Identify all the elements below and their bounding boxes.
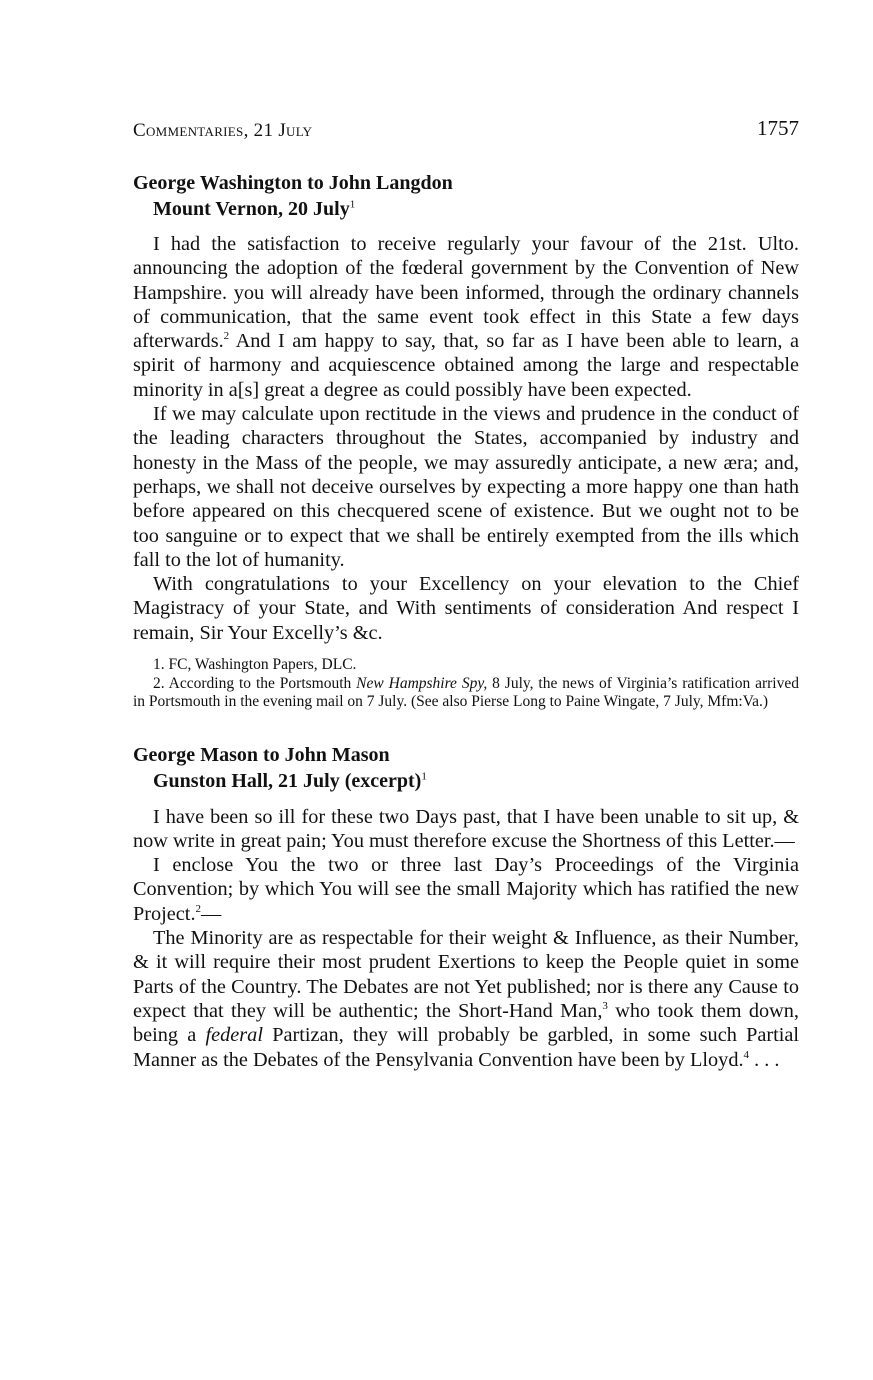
document-page [133,116,799,1072]
heading-title: George Washington to John Langdon [133,172,453,194]
paragraph-text: I had the satisfaction to receive regularly your favour of the 21st. Ulto. announcing the adoption of the fœderal government by the Convention of New Hampshire. you will already have been informed, through the ordinary channels of communication, that the same event took effect in this State a few days afterwards. [133,233,799,353]
letter-body-washington [133,232,799,645]
document-heading-washington [133,170,799,222]
heading-title: George Mason to John Mason [133,743,390,766]
footnote-text-continued: 8 July, the news of Virginia’s ratification arrived in Portsmouth in the evening mail on 7 July. (See also Pierse Long to Paine Wingate, 7 July, Mfm:Va.) [133,674,799,711]
document-heading-mason [133,742,799,794]
letter-body-mason [133,805,799,1072]
footnotes-washington [133,656,799,712]
paragraph-text-continued: who took them down, being a [133,999,799,1047]
paragraph [133,926,799,1072]
paragraph-text-continued: Partizan, they will probably be garbled, in some such Partial Manner as the Debates of the Pensylvania Convention have been by Lloyd. [133,1024,800,1071]
footnote-ref: 4 [743,1048,750,1061]
running-head [133,116,799,146]
footnote-italic-title: New Hampshire Spy, [356,674,488,692]
heading-place-date [133,196,799,222]
footnote: 1. FC, Washington Papers, DLC. [153,656,357,674]
footnote-text: 2. According to the Portsmouth [153,674,357,692]
emphasis-italic: federal [205,1024,263,1047]
footnote-ref: 2 [223,330,230,343]
footnote-ref: 3 [602,1000,608,1013]
paragraph [133,232,799,402]
paragraph: I have been so ill for these two Days past, that I have been unable to sit up, & now write in great pain; You must therefore excuse the Shortness of this Letter.— [133,805,799,852]
paragraph-text-continued: And I am happy to say, that, so far as I have been able to learn, a spirit of harmony and acquiescence obtained among the large and respectable minority in a[s] great a degree as could possibly have been expected. [133,330,799,401]
running-head-section: Commentaries, 21 July [133,120,313,141]
paragraph: If we may calculate upon rectitude in the views and prudence in the conduct of the leading characters throughout the States, accompanied by industry and honesty in the Mass of the people, we may assuredly anticipate, a new æra; and, perhaps, we shall not deceive ourselves by expecting a more happy one than hath before appeared on this checquered scene of existence. But we ought not to be too sanguine or to expect that we shall be entirely exempted from the ills which fall to the lot of humanity. [133,403,799,571]
heading-place-date-text: Gunston Hall, 21 July (excerpt) [153,769,422,792]
page-number: 1757 [757,116,799,140]
paragraph-text: I enclose You the two or three last Day’s Proceedings of the Virginia Convention; by which You will see the small Majority which has ratified the new Project. [133,854,799,925]
footnote-ref: 1 [421,769,427,782]
paragraph-ellipsis: . . . [749,1048,780,1071]
paragraph-text: The Minority are as respectable for their weight & Influence, as their Number, & it will require their most prudent Exertions to keep the People quiet in some Parts of the Country. The Debates are not Yet published; nor is there any Cause to expect that they will be authentic; the Short-Hand Man, [133,927,799,1022]
paragraph: With congratulations to your Excellency on your elevation to the Chief Magistracy of your State, and With sentiments of consideration And respect I remain, Sir Your Excelly’s &c. [133,573,799,644]
heading-place-date-text: Mount Vernon, 20 July [153,198,350,220]
footnote-ref: 1 [349,198,356,211]
footnote [133,675,799,712]
footnote-ref: 2 [195,902,202,915]
paragraph-text-continued: — [201,902,222,925]
heading-place-date [133,768,799,794]
paragraph [133,853,799,926]
